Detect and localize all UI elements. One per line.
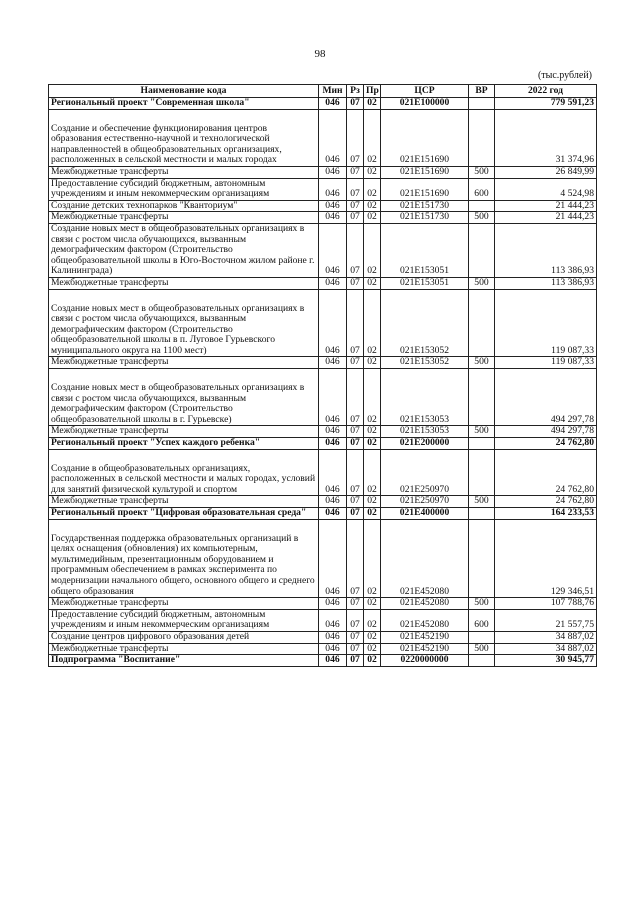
row-rz: 07 <box>347 438 364 450</box>
row-vr: 500 <box>469 598 495 610</box>
row-amount: 34 887,02 <box>495 631 597 643</box>
row-csr: 0220000000 <box>381 655 469 667</box>
row-pr: 02 <box>364 212 381 224</box>
row-amount: 26 849,99 <box>495 166 597 178</box>
table-row <box>49 426 597 438</box>
row-name: Региональный проект "Успех каждого ребенка" <box>49 438 319 450</box>
row-pr: 02 <box>364 438 381 450</box>
row-min: 046 <box>319 496 347 508</box>
row-csr: 021E153053 <box>381 426 469 438</box>
row-name: Межбюджетные трансферты <box>49 166 319 178</box>
row-vr <box>469 449 495 496</box>
header-min: Мин <box>319 85 347 98</box>
row-amount: 21 444,23 <box>495 200 597 212</box>
row-pr: 02 <box>364 277 381 289</box>
row-vr <box>469 655 495 667</box>
row-csr: 021E452190 <box>381 631 469 643</box>
table-body <box>49 98 597 667</box>
row-vr: 500 <box>469 496 495 508</box>
row-rz: 07 <box>347 508 364 520</box>
header-name: Наименование кода <box>49 85 319 98</box>
table-row <box>49 438 597 450</box>
row-min: 046 <box>319 598 347 610</box>
row-csr: 021E452080 <box>381 609 469 631</box>
row-name: Межбюджетные трансферты <box>49 643 319 655</box>
row-min: 046 <box>319 223 347 277</box>
row-min: 046 <box>319 178 347 200</box>
row-vr <box>469 631 495 643</box>
row-name: Государственная поддержка образовательных организаций в целях оснащения (обновления) их компьютерным, мультимедийным, презентационным оборудованием и программным обеспечением в рамках эксперимента по модернизации начального общего, основного общего и среднего общего образования <box>49 519 319 598</box>
row-min: 046 <box>319 289 347 357</box>
row-min: 046 <box>319 166 347 178</box>
row-min: 046 <box>319 438 347 450</box>
table-row <box>49 609 597 631</box>
table-row <box>49 519 597 598</box>
row-csr: 021E151690 <box>381 178 469 200</box>
row-rz: 07 <box>347 426 364 438</box>
table-row <box>49 200 597 212</box>
table-row <box>49 212 597 224</box>
row-min: 046 <box>319 609 347 631</box>
row-pr: 02 <box>364 98 381 110</box>
row-amount: 24 762,80 <box>495 438 597 450</box>
row-rz: 07 <box>347 519 364 598</box>
row-pr: 02 <box>364 643 381 655</box>
table-row <box>49 643 597 655</box>
row-csr: 021E151730 <box>381 200 469 212</box>
row-min: 046 <box>319 98 347 110</box>
table-row <box>49 598 597 610</box>
row-vr <box>469 223 495 277</box>
row-name: Создание детских технопарков "Кванториум" <box>49 200 319 212</box>
table-row <box>49 178 597 200</box>
table-row <box>49 277 597 289</box>
row-amount: 119 087,33 <box>495 289 597 357</box>
row-pr: 02 <box>364 496 381 508</box>
row-pr: 02 <box>364 508 381 520</box>
row-pr: 02 <box>364 166 381 178</box>
header-year: 2022 год <box>495 85 597 98</box>
table-row <box>49 98 597 110</box>
row-amount: 494 297,78 <box>495 369 597 426</box>
row-csr: 021E153051 <box>381 277 469 289</box>
row-rz: 07 <box>347 212 364 224</box>
row-min: 046 <box>319 643 347 655</box>
row-vr: 500 <box>469 277 495 289</box>
row-csr: 021E151690 <box>381 166 469 178</box>
row-min: 046 <box>319 655 347 667</box>
row-vr: 600 <box>469 178 495 200</box>
row-rz: 07 <box>347 496 364 508</box>
units-label: (тыс.рублей) <box>537 70 592 81</box>
row-name: Создание новых мест в общеобразовательных организациях в связи с ростом числа обучающихся, вызванным демографическим фактором (Строительство общеобразовательной школы в г. Гурьевске) <box>49 369 319 426</box>
header-rz: Рз <box>347 85 364 98</box>
table-row <box>49 496 597 508</box>
table-row <box>49 109 597 166</box>
row-amount: 34 887,02 <box>495 643 597 655</box>
row-min: 046 <box>319 109 347 166</box>
row-amount: 779 591,23 <box>495 98 597 110</box>
row-pr: 02 <box>364 369 381 426</box>
table-row <box>49 449 597 496</box>
row-pr: 02 <box>364 519 381 598</box>
row-vr <box>469 98 495 110</box>
table-row <box>49 655 597 667</box>
header-vr: ВР <box>469 85 495 98</box>
budget-table <box>48 84 597 667</box>
row-min: 046 <box>319 426 347 438</box>
row-pr: 02 <box>364 426 381 438</box>
row-csr: 021E452080 <box>381 598 469 610</box>
row-rz: 07 <box>347 609 364 631</box>
header-csr: ЦСР <box>381 85 469 98</box>
table-row <box>49 357 597 369</box>
row-rz: 07 <box>347 289 364 357</box>
row-vr: 500 <box>469 212 495 224</box>
row-vr <box>469 109 495 166</box>
row-name: Создание и обеспечение функционирования центров образования естественно-научной и технологической направленностей в общеобразовательных организациях, расположенных в сельской местности и малых городах <box>49 109 319 166</box>
row-amount: 31 374,96 <box>495 109 597 166</box>
row-csr: 021E250970 <box>381 449 469 496</box>
row-rz: 07 <box>347 357 364 369</box>
row-name: Межбюджетные трансферты <box>49 496 319 508</box>
row-rz: 07 <box>347 655 364 667</box>
row-rz: 07 <box>347 223 364 277</box>
row-min: 046 <box>319 508 347 520</box>
row-csr: 021E452190 <box>381 643 469 655</box>
row-amount: 113 386,93 <box>495 277 597 289</box>
row-name: Межбюджетные трансферты <box>49 598 319 610</box>
row-name: Межбюджетные трансферты <box>49 212 319 224</box>
row-amount: 21 557,75 <box>495 609 597 631</box>
row-vr <box>469 519 495 598</box>
row-amount: 164 233,53 <box>495 508 597 520</box>
row-min: 046 <box>319 200 347 212</box>
row-pr: 02 <box>364 631 381 643</box>
row-rz: 07 <box>347 98 364 110</box>
row-vr: 600 <box>469 609 495 631</box>
row-pr: 02 <box>364 200 381 212</box>
page-number: 98 <box>314 48 326 60</box>
row-pr: 02 <box>364 289 381 357</box>
row-rz: 07 <box>347 178 364 200</box>
row-pr: 02 <box>364 449 381 496</box>
row-name: Предоставление субсидий бюджетным, автономным учреждениям и иным некоммерческим организациям <box>49 609 319 631</box>
row-vr <box>469 200 495 212</box>
row-rz: 07 <box>347 277 364 289</box>
row-amount: 21 444,23 <box>495 212 597 224</box>
table-row <box>49 631 597 643</box>
row-csr: 021E153051 <box>381 223 469 277</box>
row-pr: 02 <box>364 609 381 631</box>
row-name: Создание новых мест в общеобразовательных организациях в связи с ростом числа обучающихся, вызванным демографическим фактором (Строительство общеобразовательной школы в п. Луговое Гурьевского муниципального округа на 1100 мест) <box>49 289 319 357</box>
row-vr: 500 <box>469 166 495 178</box>
row-csr: 021E250970 <box>381 496 469 508</box>
row-vr <box>469 438 495 450</box>
row-rz: 07 <box>347 643 364 655</box>
row-name: Региональный проект "Современная школа" <box>49 98 319 110</box>
row-csr: 021E153052 <box>381 357 469 369</box>
row-pr: 02 <box>364 223 381 277</box>
row-vr: 500 <box>469 426 495 438</box>
row-name: Создание центров цифрового образования детей <box>49 631 319 643</box>
row-min: 046 <box>319 449 347 496</box>
row-min: 046 <box>319 357 347 369</box>
table-header-row <box>49 85 597 98</box>
row-name: Межбюджетные трансферты <box>49 357 319 369</box>
row-vr: 500 <box>469 643 495 655</box>
row-vr <box>469 289 495 357</box>
table-row <box>49 289 597 357</box>
row-min: 046 <box>319 212 347 224</box>
row-amount: 24 762,80 <box>495 449 597 496</box>
row-csr: 021E452080 <box>381 519 469 598</box>
row-name: Подпрограмма "Воспитание" <box>49 655 319 667</box>
row-csr: 021E153052 <box>381 289 469 357</box>
row-pr: 02 <box>364 178 381 200</box>
row-csr: 021E153053 <box>381 369 469 426</box>
row-pr: 02 <box>364 598 381 610</box>
row-csr: 021E200000 <box>381 438 469 450</box>
row-pr: 02 <box>364 655 381 667</box>
row-amount: 113 386,93 <box>495 223 597 277</box>
row-amount: 107 788,76 <box>495 598 597 610</box>
row-name: Межбюджетные трансферты <box>49 426 319 438</box>
row-min: 046 <box>319 277 347 289</box>
row-rz: 07 <box>347 166 364 178</box>
row-pr: 02 <box>364 109 381 166</box>
row-amount: 494 297,78 <box>495 426 597 438</box>
row-min: 046 <box>319 631 347 643</box>
row-name: Межбюджетные трансферты <box>49 277 319 289</box>
table-row <box>49 223 597 277</box>
row-name: Создание новых мест в общеобразовательных организациях в связи с ростом числа обучающихся, вызванным демографическим фактором (Строительство общеобразовательной школы в Юго-Восточном жилом районе г. Калининграда) <box>49 223 319 277</box>
row-csr: 021E151690 <box>381 109 469 166</box>
row-csr: 021E100000 <box>381 98 469 110</box>
row-amount: 24 762,80 <box>495 496 597 508</box>
row-rz: 07 <box>347 109 364 166</box>
row-amount: 119 087,33 <box>495 357 597 369</box>
row-name: Предоставление субсидий бюджетным, автономным учреждениям и иным некоммерческим организациям <box>49 178 319 200</box>
row-pr: 02 <box>364 357 381 369</box>
table-row <box>49 166 597 178</box>
row-amount: 30 945,77 <box>495 655 597 667</box>
row-rz: 07 <box>347 200 364 212</box>
row-amount: 4 524,98 <box>495 178 597 200</box>
row-csr: 021E151730 <box>381 212 469 224</box>
header-pr: Пр <box>364 85 381 98</box>
row-name: Региональный проект "Цифровая образовательная среда" <box>49 508 319 520</box>
row-vr <box>469 508 495 520</box>
row-vr: 500 <box>469 357 495 369</box>
row-name: Создание в общеобразовательных организациях, расположенных в сельской местности и малых городах, условий для занятий физической культурой и спортом <box>49 449 319 496</box>
row-csr: 021E400000 <box>381 508 469 520</box>
row-vr <box>469 369 495 426</box>
table-row <box>49 369 597 426</box>
row-rz: 07 <box>347 631 364 643</box>
row-rz: 07 <box>347 369 364 426</box>
row-rz: 07 <box>347 598 364 610</box>
row-min: 046 <box>319 369 347 426</box>
row-amount: 129 346,51 <box>495 519 597 598</box>
row-min: 046 <box>319 519 347 598</box>
table-row <box>49 508 597 520</box>
row-rz: 07 <box>347 449 364 496</box>
